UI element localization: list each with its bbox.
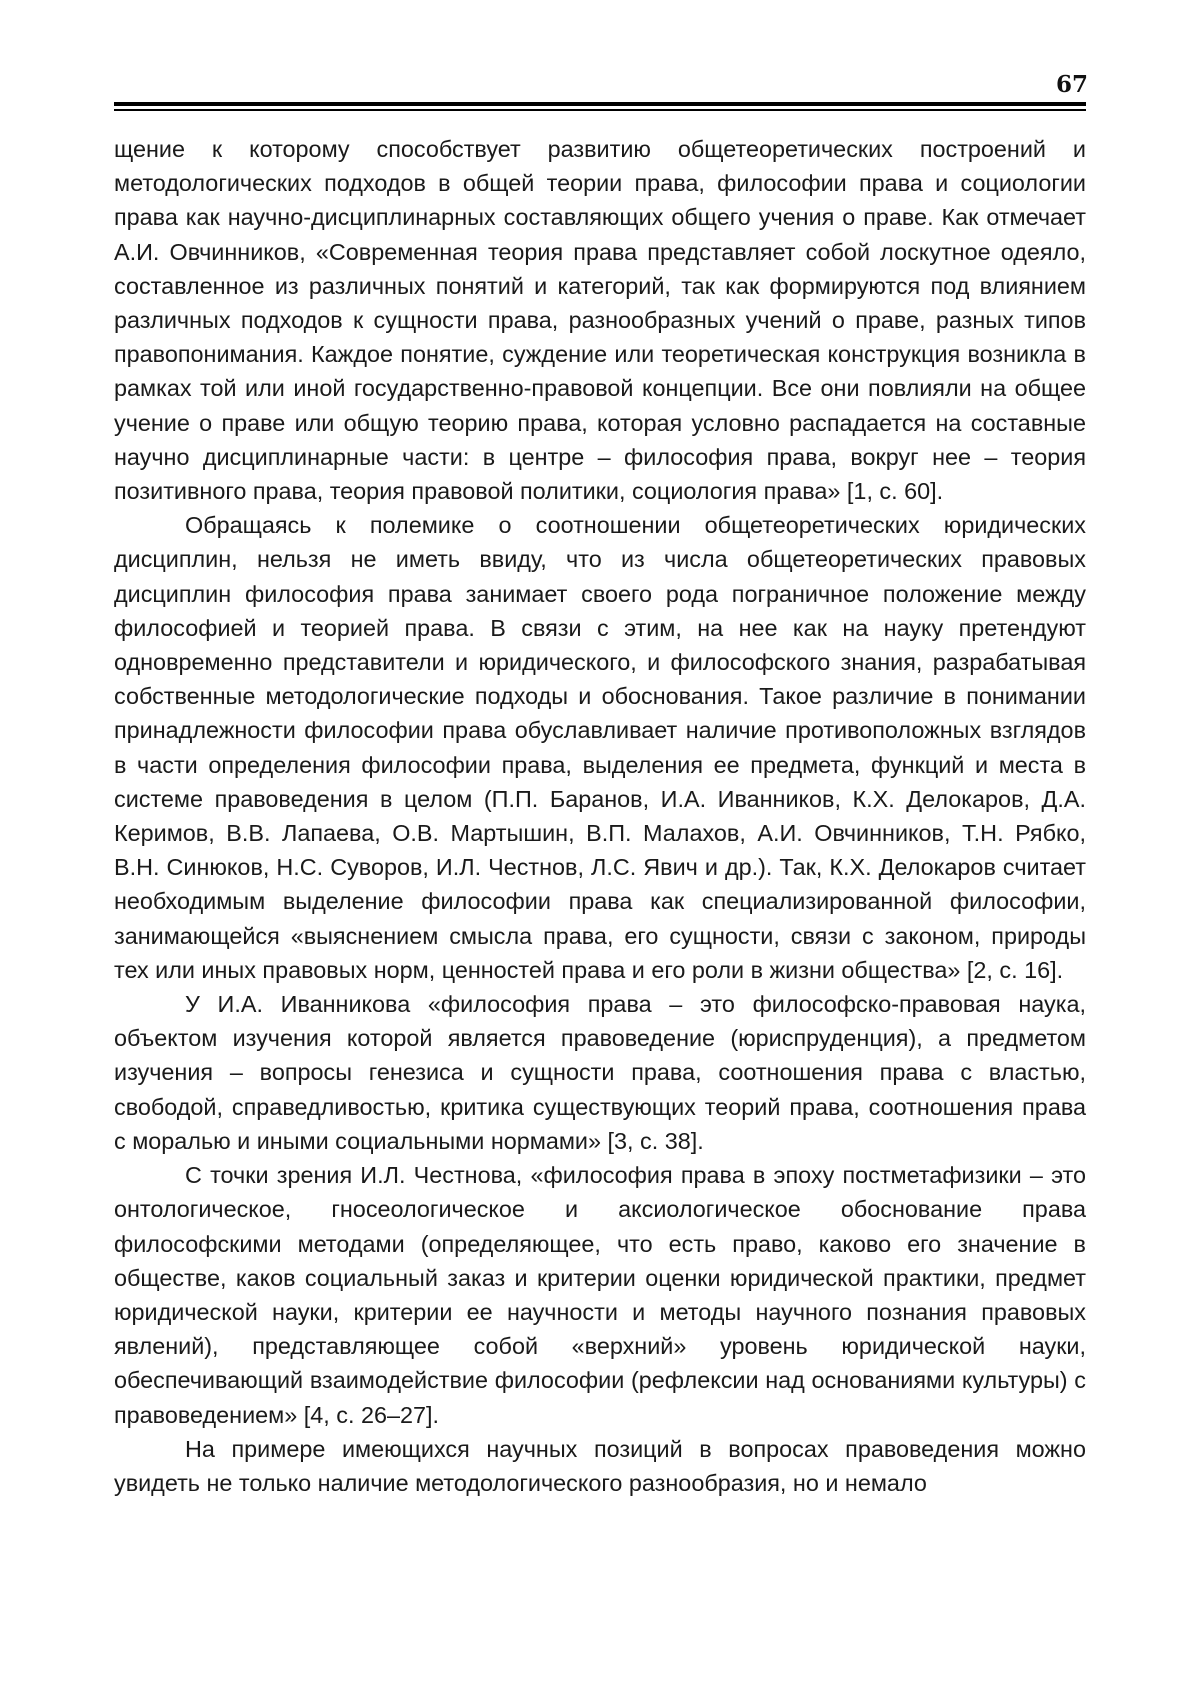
paragraph-2: Обращаясь к полемике о соотношении общетеоретических юридических дисциплин, нельзя не иметь ввиду, что из числа общетеоретических правовых дисциплин философия права занимает своего рода пограничное положение между философией и теорией права. В связи с этим, на нее как на науку претендуют одновременно представители и юридического, и философского знания, разрабатывая собственные методологические подходы и обоснования. Такое различие в понимании принадлежности философии права обуславливает наличие противоположных взглядов в части определения философии права, выделения ее предмета, функций и места в системе правоведения в целом (П.П. Баранов, И.А. Иванников, К.Х. Делокаров, Д.А. Керимов, В.В. Лапаева, О.В. Мартышин, В.П. Малахов, А.И. Овчинников, Т.Н. Рябко, В.Н. Синюков, Н.С. Суворов, И.Л. Честнов, Л.С. Явич и др.). Так, К.Х. Делокаров считает необходимым выделение философии права как специализированной философии, занимающейся «выяснением смысла права, его сущности, связи с законом, природы тех или иных правовых норм, ценностей права и его роли в жизни общества» [2, с. 16]. (114, 512, 1086, 983)
body-text (114, 132, 1086, 1500)
header-rule-thick (114, 102, 1086, 106)
paragraph-4: С точки зрения И.Л. Честнова, «философия права в эпоху постметафизики – это онтологическое, гносеологическое и аксиологическое обоснование права философскими методами (определяющее, что есть право, каково его значение в обществе, каков социальный заказ и критерии оценки юридической практики, предмет юридической науки, критерии ее научности и методы научного познания правовых явлений), представляющее собой «верхний» уровень юридической науки, обеспечивающий взаимодействие философии (рефлексии над основаниями культуры) с правоведением» [4, с. 26–27]. (114, 1162, 1086, 1428)
page-number: 67 (1055, 71, 1088, 98)
paragraph-1: щение к которому способствует развитию общетеоретических построений и методологических подходов в общей теории права, философии права и социологии права как научно-дисциплинарных составляющих общего учения о праве. Как отмечает А.И. Овчинников, «Современная теория права представляет собой лоскутное одеяло, составленное из различных понятий и категорий, так как формируются под влиянием различных подходов к сущности права, разнообразных учений о праве, разных типов правопонимания. Каждое понятие, суждение или теоретическая конструкция возникла в рамках той или иной государственно-правовой концепции. Все они повлияли на общее учение о праве или общую теорию права, которая условно распадается на составные научно дисциплинарные части: в центре – философия права, вокруг нее – теория позитивного права, теория правовой политики, социология права» [1, с. 60]. (114, 136, 1086, 505)
paragraph-5: На примере имеющихся научных позиций в вопросах правоведения можно увидеть не только наличие методологического разнообразия, но и немало (114, 1435, 1086, 1496)
paragraph-3: У И.А. Иванникова «философия права – это философско-правовая наука, объектом изучения которой является правоведение (юриспруденция), а предметом изучения – вопросы генезиса и сущности права, соотношения права с властью, свободой, справедливостью, критика существующих теорий права, соотношения права с моралью и иными социальными нормами» [3, с. 38]. (114, 991, 1086, 1154)
header-rule-thin (114, 109, 1086, 111)
